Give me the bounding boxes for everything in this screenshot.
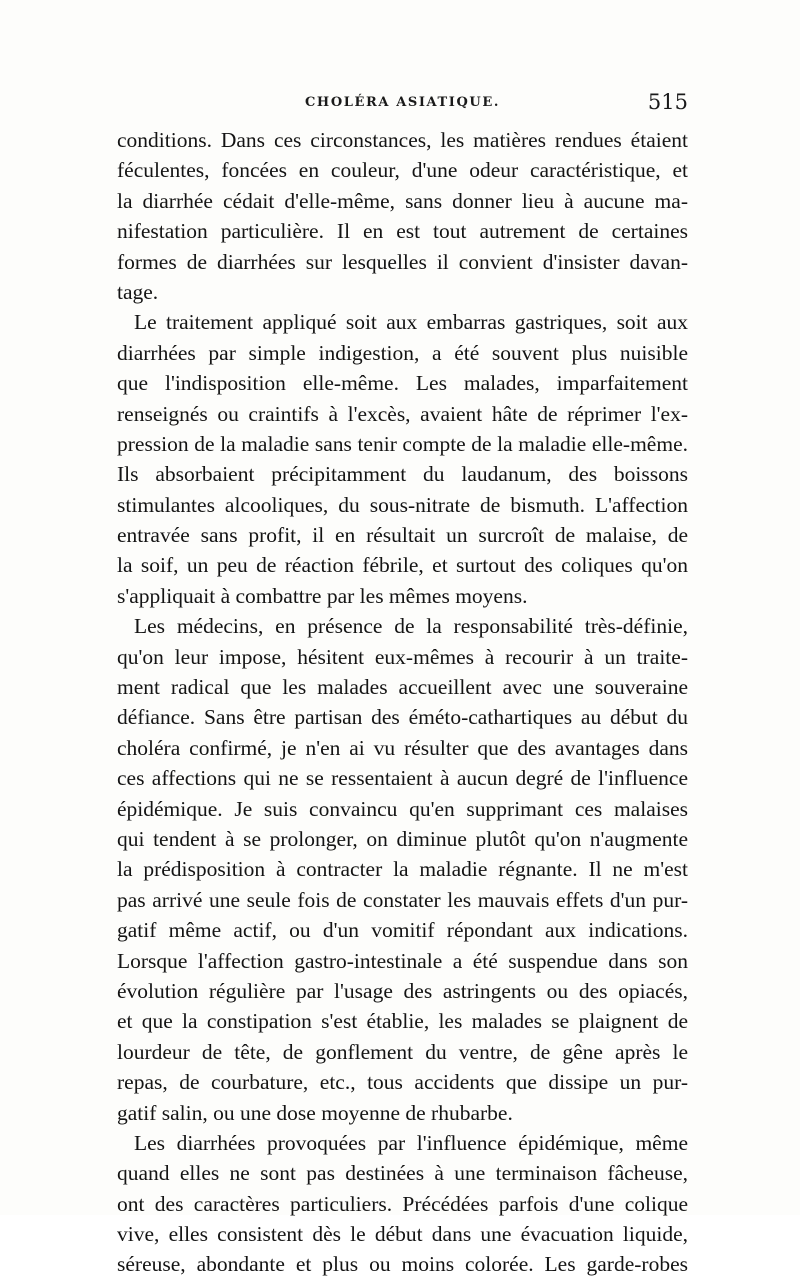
text-line: et que la constipation s'est établie, les malades se plaignent de: [117, 1009, 688, 1034]
text-line: pression de la maladie sans tenir compte de la maladie elle-même.: [117, 431, 688, 456]
text-line: que l'indisposition elle-même. Les malades, imparfaitement: [117, 371, 688, 396]
text-line: Ils absorbaient précipitamment du laudanum, des boissons: [117, 462, 688, 487]
text-line: défiance. Sans être partisan des émétо-cathartiques au début du: [117, 705, 688, 730]
text-line: Le traitement appliqué soit aux embarras gastriques, soit aux: [134, 310, 688, 335]
text-line: tage.: [117, 279, 159, 304]
text-line: épidémique. Je suis convaincu qu'en supprimant ces malaises: [117, 796, 688, 821]
text-line: entravée sans profit, il en résultait un surcroît de malaise, de: [117, 523, 688, 548]
text-line: conditions. Dans ces circonstances, les matières rendues étaient: [117, 128, 688, 152]
text-line: séreuse, abondante et plus ou moins colorée. Les garde-robes: [117, 1252, 688, 1277]
text-line: choléra confirmé, je n'en ai vu résulter que des avantages dans: [117, 735, 688, 760]
text-line: la soif, un peu de réaction fébrile, et surtout des coliques qu'on: [117, 553, 688, 578]
page-header: [117, 92, 688, 118]
text-line: s'appliquait à combattre par les mêmes moyens.: [117, 583, 528, 608]
text-line: nifestation particulière. Il en est tout autrement de certaines: [117, 219, 688, 244]
text-line: gatif même actif, ou d'un vomitif répondant aux indications.: [117, 918, 688, 943]
text-line: évolution régulière par l'usage des astringents ou des opiacés,: [117, 978, 688, 1003]
text-line: ment radical que les malades accueillent avec une souveraine: [117, 675, 688, 700]
text-line: ont des caractères particuliers. Précédées parfois d'une colique: [117, 1191, 688, 1216]
body-text: [117, 125, 688, 1280]
text-line: Les diarrhées provoquées par l'influence épidémique, même: [134, 1130, 688, 1155]
running-title: CHOLÉRA ASIATIQUE.: [304, 95, 500, 110]
text-line: quand elles ne sont pas destinées à une terminaison fâcheuse,: [117, 1161, 688, 1186]
text-line: Lorsque l'affection gastro-intestinale a été suspendue dans son: [117, 948, 688, 973]
text-line: vive, elles consistent dès le début dans une évacuation liquide,: [117, 1222, 688, 1247]
text-line: féculentes, foncées en couleur, d'une odeur caractéristique, et: [117, 158, 688, 183]
text-line: la prédisposition à contracter la maladie régnante. Il ne m'est: [117, 857, 688, 882]
text-line: repas, de courbature, etc., tous accidents que dissipe un pur-: [117, 1070, 688, 1095]
text-line: pas arrivé une seule fois de constater les mauvais effets d'un pur-: [117, 887, 688, 912]
text-line: stimulantes alcooliques, du sous-nitrate de bismuth. L'affection: [117, 492, 688, 517]
text-line: la diarrhée cédait d'elle-même, sans donner lieu à aucune ma-: [117, 188, 688, 213]
page-number: 515: [647, 90, 688, 114]
text-line: qui tendent à se prolonger, on diminue plutôt qu'on n'augmente: [117, 826, 688, 851]
text-line: ces affections qui ne se ressentaient à aucun degré de l'influence: [117, 766, 688, 791]
text-line: formes de diarrhées sur lesquelles il convient d'insister davan-: [117, 249, 688, 274]
text-line: diarrhées par simple indigestion, a été souvent plus nuisible: [117, 340, 688, 365]
text-line: Les médecins, en présence de la responsabilité très-définie,: [134, 614, 688, 639]
text-line: gatif salin, ou une dose moyenne de rhubarbe.: [117, 1100, 513, 1125]
text-line: renseignés ou craintifs à l'excès, avaient hâte de réprimer l'ex-: [117, 401, 688, 426]
text-line: lourdeur de tête, de gonflement du ventre, de gêne après le: [117, 1039, 688, 1064]
text-line: qu'on leur impose, hésitent eux-mêmes à recourir à un traite-: [117, 644, 688, 669]
